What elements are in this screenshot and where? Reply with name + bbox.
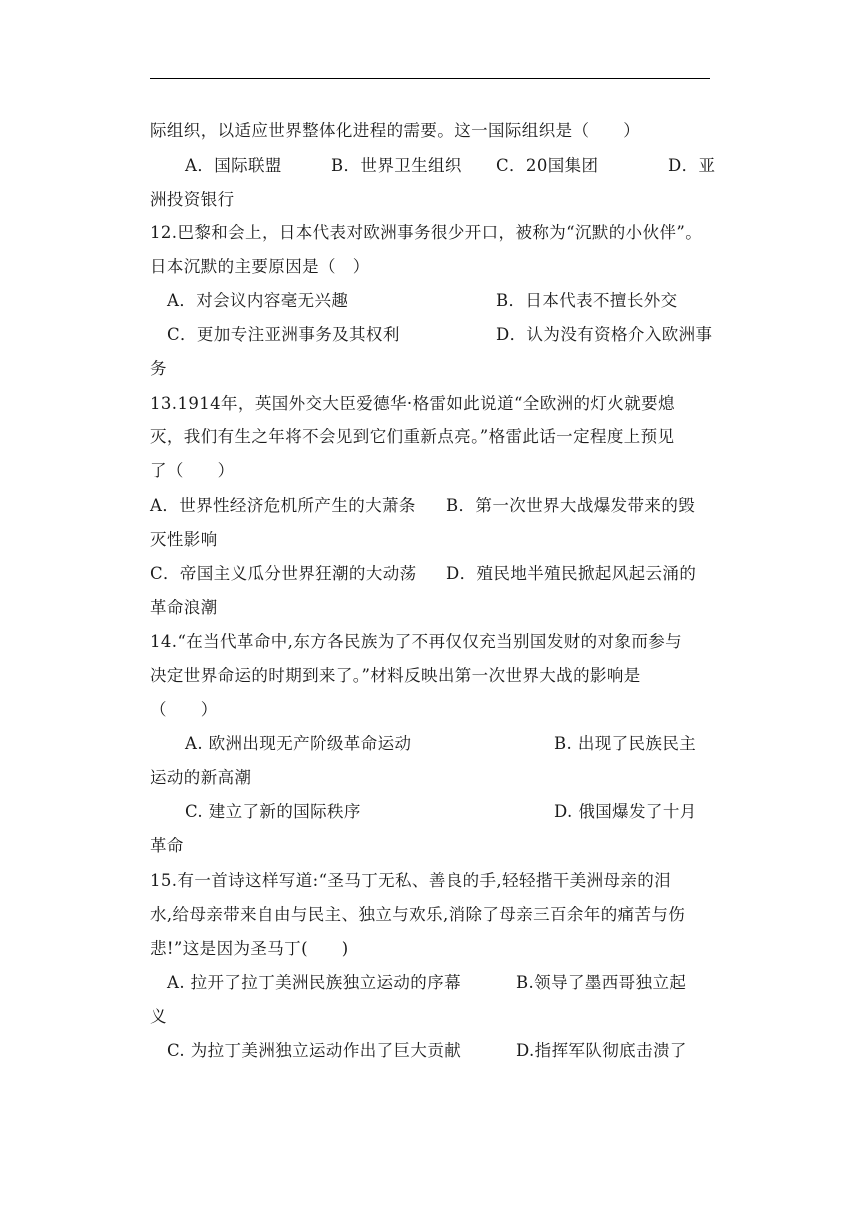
q15-option-b-wrap: 义 — [150, 1007, 167, 1026]
q11-option-d-wrap: 洲投资银行 — [150, 190, 235, 209]
q12-stem-line-1: 12.巴黎和会上，日本代表对欧洲事务很少开口，被称为“沉默的小伙伴”。 — [150, 223, 703, 242]
q14-stem-line-2: 决定世界命运的时期到来了。”材料反映出第一次世界大战的影响是 — [150, 666, 641, 685]
q15-option-c: C. 为拉丁美洲独立运动作出了巨大贡献 — [167, 1041, 462, 1060]
q13-stem-line-2: 灭，我们有生之年将不会见到它们重新点亮。”格雷此话一定程度上预见 — [150, 427, 675, 446]
q11-option-c: C．20国集团 — [496, 156, 599, 175]
q12-option-a: A．对会议内容毫无兴趣 — [167, 291, 349, 310]
q14-stem-line-1: 14.“在当代革命中,东方各民族为了不再仅仅充当别国发财的对象而参与 — [150, 632, 683, 651]
q15-stem-line-3: 悲!”这是因为圣马丁( ) — [150, 939, 349, 958]
q13-option-a: A．世界性经济危机所产生的大萧条 — [150, 496, 416, 515]
q12-stem-line-2: 日本沉默的主要原因是（ ） — [150, 257, 370, 276]
q13-option-d-wrap: 革命浪潮 — [150, 598, 218, 617]
q11-option-a: A．国际联盟 — [185, 156, 282, 175]
q13-stem-line-3: 了（ ） — [150, 461, 235, 480]
q14-option-d-wrap: 革命 — [150, 836, 184, 855]
q13-stem-line-1: 13.1914年，英国外交大臣爱德华·格雷如此说道“全欧洲的灯火就要熄 — [150, 394, 675, 413]
q12-option-b: B．日本代表不擅长外交 — [496, 291, 678, 310]
q13-option-b: B．第一次世界大战爆发带来的毁 — [446, 496, 696, 515]
q14-option-b: B. 出现了民族民主 — [554, 734, 697, 753]
q14-option-a: A. 欧洲出现无产阶级革命运动 — [185, 734, 412, 753]
q15-option-b: B.领导了墨西哥独立起 — [516, 973, 687, 992]
q13-option-d: D．殖民地半殖民掀起风起云涌的 — [446, 564, 697, 583]
q12-option-d-wrap: 务 — [150, 359, 167, 378]
header-rule — [150, 78, 710, 79]
q11-stem: 际组织，以适应世界整体化进程的需要。这一国际组织是（ ） — [150, 121, 641, 140]
q15-stem-line-2: 水,给母亲带来自由与民主、独立与欢乐,消除了母亲三百余年的痛苦与伤 — [150, 905, 686, 924]
q14-stem-line-3: （ ） — [150, 700, 218, 719]
q11-option-d: D．亚 — [668, 156, 716, 175]
q15-options-row-2 — [150, 1041, 730, 1101]
q11-option-b: B．世界卫生组织 — [331, 156, 462, 175]
q12-option-c: C．更加专注亚洲事务及其权利 — [167, 325, 400, 344]
q14-option-d: D. 俄国爆发了十月 — [554, 802, 697, 821]
q12-option-d: D．认为没有资格介入欧洲事 — [496, 325, 713, 344]
q13-option-c: C．帝国主义瓜分世界狂潮的大动荡 — [150, 564, 417, 583]
q15-option-a: A. 拉开了拉丁美洲民族独立运动的序幕 — [167, 973, 462, 992]
q13-option-b-wrap: 灭性影响 — [150, 530, 218, 549]
q14-option-b-wrap: 运动的新高潮 — [150, 768, 252, 787]
q14-option-c: C. 建立了新的国际秩序 — [185, 802, 361, 821]
q15-option-d: D.指挥军队彻底击溃了 — [516, 1041, 687, 1060]
q15-stem-line-1: 15.有一首诗这样写道:“圣马丁无私、善良的手,轻轻揩干美洲母亲的泪 — [150, 871, 672, 890]
